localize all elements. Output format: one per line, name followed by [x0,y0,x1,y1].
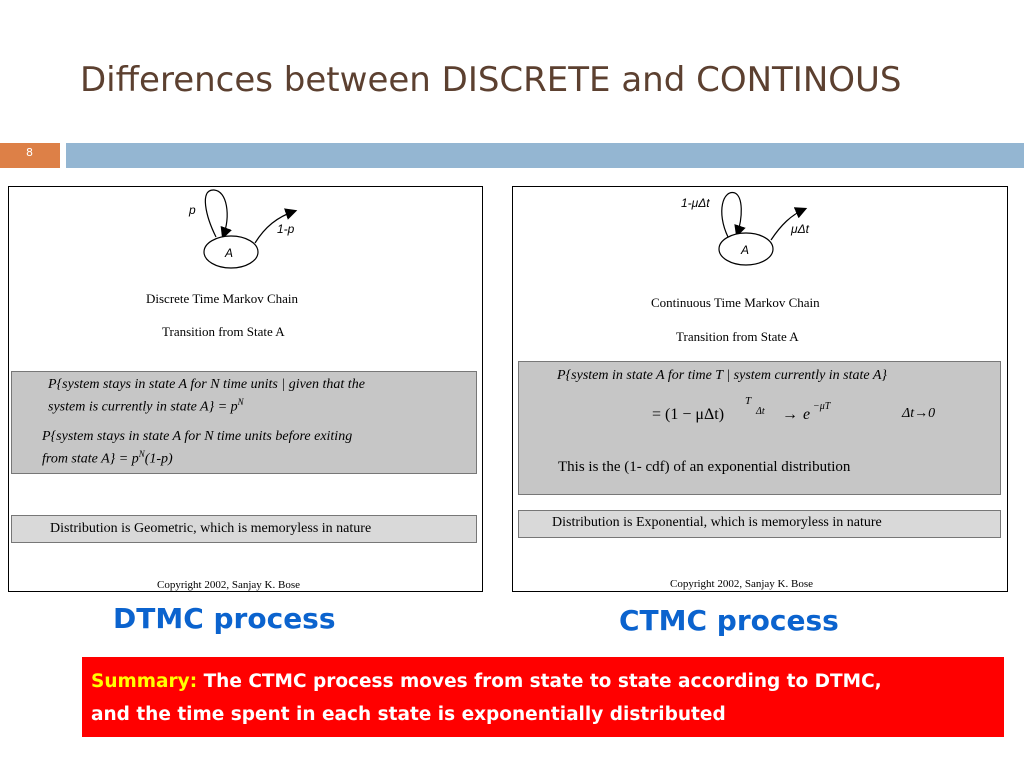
ctmc-distribution-text: Distribution is Exponential, which is memoryless in nature [552,515,882,530]
ctmc-formula-lhs: = (1 − μΔt) [652,406,725,423]
dtmc-distribution-box [11,515,477,543]
dtmc-self-loop-arc [205,190,227,237]
ctmc-formula-exp-bottom: Δt [756,406,765,417]
ctmc-formula-limit: Δt→0 [902,406,936,421]
dtmc-distribution-text: Distribution is Geometric, which is memoryless in nature [50,521,372,536]
dtmc-node-label: A [225,246,234,260]
dtmc-formula2-line1: P{system stays in state A for N time units before exiting [42,429,353,444]
ctmc-copyright: Copyright 2002, Sanjay K. Bose [670,578,813,590]
dtmc-formula-box [11,371,477,474]
ctmc-figure-panel [512,186,1008,592]
ctmc-formula-line1: P{system in state A for time T | system currently in state A} [557,368,888,383]
slide-number: 8 [26,146,33,159]
dtmc-exit-label: 1-p [277,222,295,236]
dtmc-caption: Discrete Time Markov Chain [146,291,299,306]
ctmc-note: This is the (1- cdf) of an exponential distribution [558,459,851,475]
ctmc-formula-e-exponent: −μT [813,401,831,412]
ctmc-formula-e: e [803,406,811,423]
ctmc-formula-exp-top: T [745,395,752,407]
dtmc-formula1-line1: P{system stays in state A for N time units | given that the [48,377,365,392]
ctmc-subcaption: Transition from State A [676,329,799,344]
summary-label: Summary: [91,671,198,692]
ctmc-caption: Continuous Time Markov Chain [651,295,820,310]
dtmc-formula2-line2: from state $A\} = p^N(1-p)$ [42,449,173,467]
ctmc-exit-label: μΔt [791,222,809,236]
dtmc-subcaption: Transition from State A [162,324,285,339]
summary-box [82,657,1004,737]
dtmc-copyright: Copyright 2002, Sanjay K. Bose [157,579,300,591]
ctmc-distribution-box [518,510,1001,538]
dtmc-figure-panel [8,186,483,592]
summary-text-line1: The CTMC process moves from state to state according to DTMC, [197,671,882,692]
ctmc-node-label: A [741,243,750,257]
ctmc-self-loop-arc [722,193,742,237]
slide-title: Differences between DISCRETE and CONTINOUS [80,60,902,100]
ctmc-formula-arrow: → [782,406,798,423]
summary-text-line2: and the time spent in each state is exponentially distributed [91,704,726,725]
dtmc-formula1-line2: system is currently in state $A\} = p^N$ [48,397,244,415]
slide-number-box [0,143,60,168]
dtmc-self-loop-label: p [189,203,196,217]
ctmc-self-loop-label: 1-μΔt [681,196,710,210]
dtmc-process-label: DTMC process [113,602,336,635]
ctmc-process-label: CTMC process [619,604,839,637]
ctmc-formula-box [518,361,1001,495]
header-accent-bar [66,143,1024,168]
